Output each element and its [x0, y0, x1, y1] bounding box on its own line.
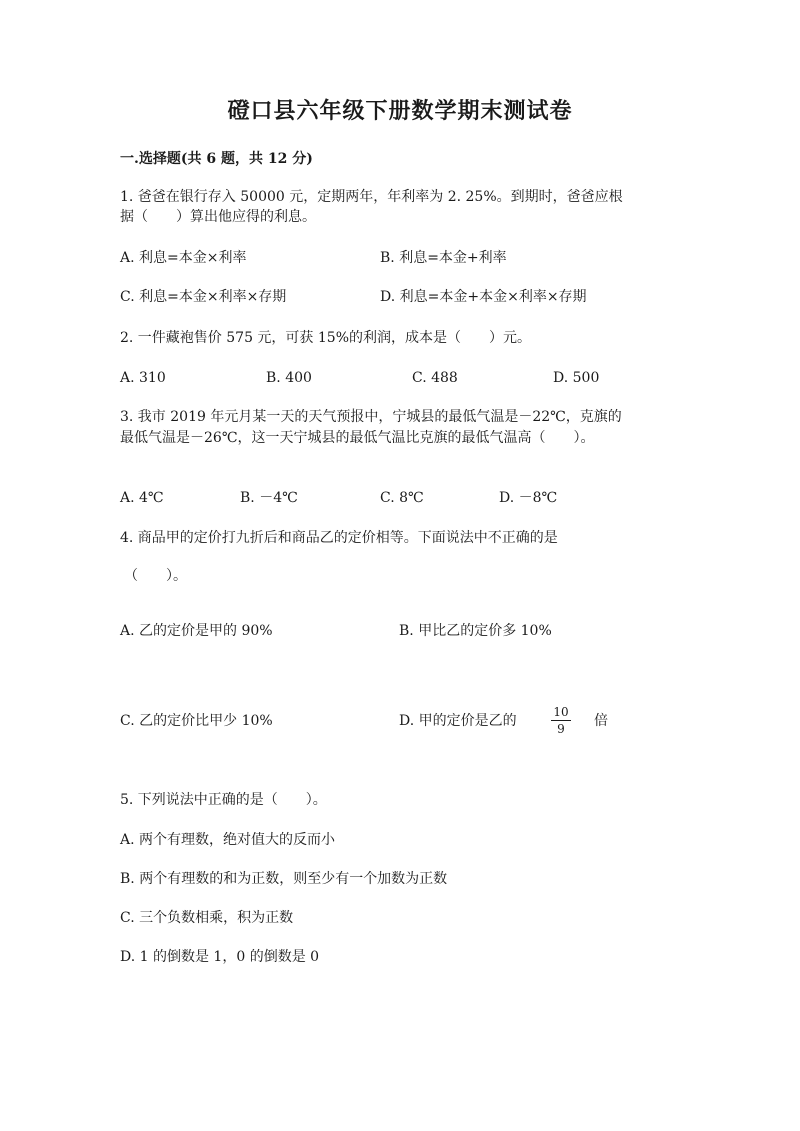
question-4-stem-line-2: （ ）。: [124, 568, 187, 584]
question-4-stem-line-1: 4. 商品甲的定价打九折后和商品乙的定价相等。下面说法中不正确的是: [120, 530, 558, 546]
question-2-stem: 2. 一件藏袍售价 575 元，可获 15%的利润，成本是（ ）元。: [120, 330, 531, 346]
question-5-option-b: B. 两个有理数的和为正数，则至少有一个加数为正数: [120, 871, 448, 887]
question-5-stem: 5. 下列说法中正确的是（ ）。: [120, 792, 327, 808]
question-4-option-d-suffix: 倍: [594, 713, 608, 729]
question-1-stem-line-1: 1. 爸爸在银行存入 50000 元，定期两年，年利率为 2. 25%。到期时，爸爸应根: [120, 189, 623, 205]
question-5-option-c: C. 三个负数相乘，积为正数: [120, 910, 294, 926]
question-1-option-c: C. 利息=本金×利率×存期: [120, 289, 287, 305]
question-4-option-c: C. 乙的定价比甲少 10%: [120, 713, 273, 729]
question-3-stem-line-1: 3. 我市 2019 年元月某一天的天气预报中，宁城县的最低气温是－22℃，克旗的: [120, 409, 622, 425]
question-2-option-a: A. 310: [120, 370, 166, 386]
question-1-option-a: A. 利息=本金×利率: [120, 250, 247, 266]
question-2-option-b: B. 400: [266, 370, 312, 386]
fraction-denominator: 9: [557, 722, 565, 736]
fraction-numerator: 10: [553, 705, 569, 719]
question-4-option-b: B. 甲比乙的定价多 10%: [399, 623, 552, 639]
page-title: 磴口县六年级下册数学期末测试卷: [227, 98, 573, 124]
question-4-option-a: A. 乙的定价是甲的 90%: [120, 623, 273, 639]
question-2-option-c: C. 488: [412, 370, 458, 386]
question-3-stem-line-2: 最低气温是－26℃，这一天宁城县的最低气温比克旗的最低气温高（ ）。: [120, 430, 595, 446]
question-3-option-b: B. －4℃: [240, 490, 298, 506]
section-heading: 一.选择题(共 6 题，共 12 分): [120, 151, 313, 167]
question-5-option-d: D. 1 的倒数是 1，0 的倒数是 0: [120, 949, 320, 965]
question-2-option-d: D. 500: [553, 370, 600, 386]
question-1-option-b: B. 利息=本金+利率: [380, 250, 507, 266]
question-3-option-a: A. 4℃: [120, 490, 164, 506]
question-3-option-d: D. －8℃: [499, 490, 558, 506]
question-1-option-d: D. 利息=本金+本金×利率×存期: [380, 289, 587, 305]
question-4-option-d: D. 甲的定价是乙的: [399, 713, 517, 729]
question-5-option-a: A. 两个有理数，绝对值大的反而小: [120, 832, 336, 848]
question-1-stem-line-2: 据（ ）算出他应得的利息。: [120, 209, 316, 225]
question-3-option-c: C. 8℃: [380, 490, 424, 506]
fraction-ten-ninths: [551, 705, 571, 736]
fraction-bar: [551, 720, 571, 721]
